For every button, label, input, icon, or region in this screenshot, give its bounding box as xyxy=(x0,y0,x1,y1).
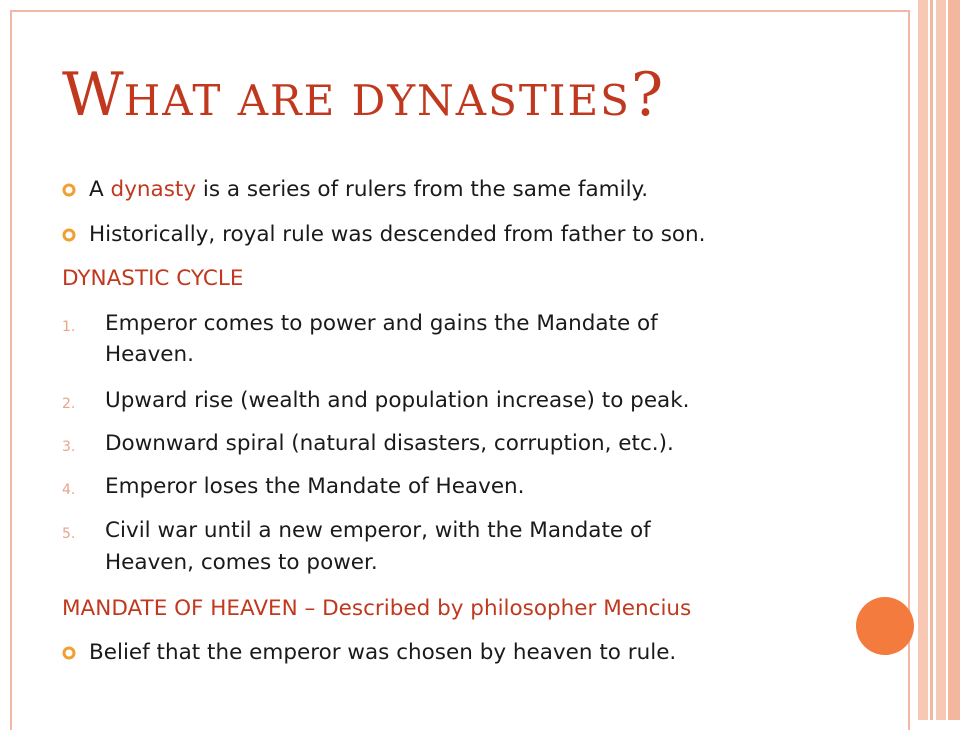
bullet-ring-icon xyxy=(62,646,76,660)
decor-circle xyxy=(856,597,914,655)
mandate-heading: MANDATE OF HEAVEN – Described by philosopher Mencius xyxy=(62,596,692,621)
philosopher-name: Mencius xyxy=(603,596,692,621)
term-dynasty: dynasty xyxy=(110,177,197,202)
list-number: 3. xyxy=(62,439,76,455)
bullet-text: A dynasty is a series of rulers from the same family. xyxy=(89,177,649,202)
bullet-text: Historically, royal rule was descended from father to son. xyxy=(89,222,706,247)
dynastic-cycle-heading: DYNASTIC CYCLE xyxy=(62,266,244,291)
list-number: 1. xyxy=(62,319,76,335)
list-number: 4. xyxy=(62,482,76,498)
bullet-ring-icon xyxy=(62,183,76,197)
list-text: Downward spiral (natural disasters, corruption, etc.). xyxy=(105,431,674,456)
list-number: 2. xyxy=(62,396,76,412)
title-initial: W xyxy=(62,60,124,130)
list-text: Heaven, comes to power. xyxy=(105,550,378,575)
decor-stripe xyxy=(930,0,933,720)
bullet-text: Belief that the emperor was chosen by heaven to rule. xyxy=(89,640,677,665)
list-number: 5. xyxy=(62,526,76,542)
list-text: Upward rise (wealth and population increase) to peak. xyxy=(105,388,690,413)
list-text: Heaven. xyxy=(105,342,194,367)
decor-stripe xyxy=(936,0,946,720)
list-text: Emperor comes to power and gains the Mandate of xyxy=(105,311,658,336)
slide-title xyxy=(62,60,663,136)
decor-stripe xyxy=(948,0,960,720)
decor-stripe xyxy=(918,0,928,720)
bullet-ring-icon xyxy=(62,228,76,242)
title-text: HAT ARE DYNASTIES xyxy=(123,76,631,125)
list-text: Emperor loses the Mandate of Heaven. xyxy=(105,474,525,499)
list-text: Civil war until a new emperor, with the Mandate of xyxy=(105,518,651,543)
title-question-mark: ? xyxy=(630,60,664,130)
